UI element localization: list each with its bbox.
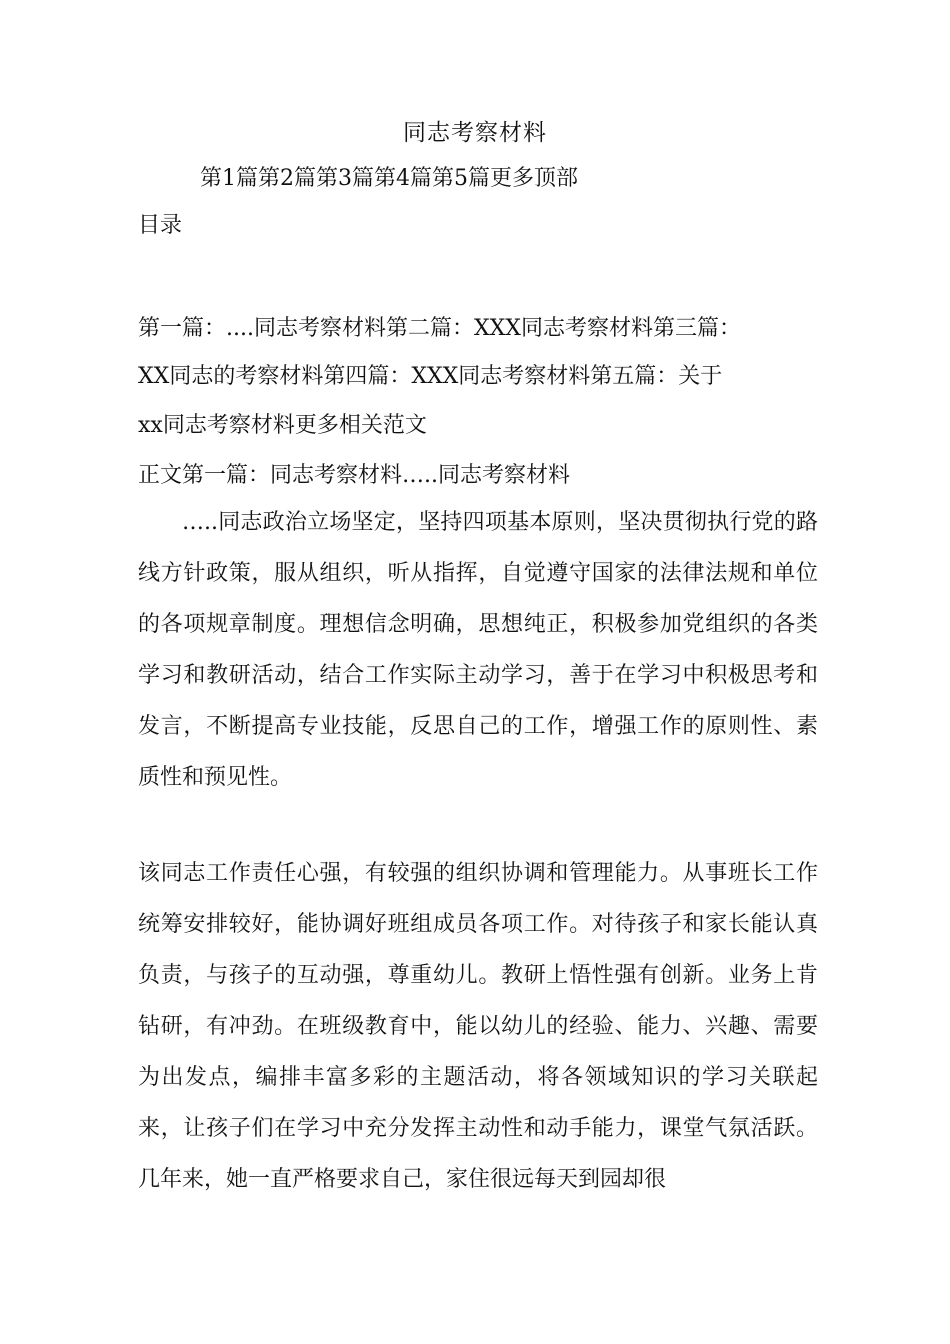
paragraph-1-text: …..同志政治立场坚定，坚持四项基本原则，坚决贯彻执行党的路线方针政策，服从组织，听从指挥，自觉遵守国家的法律法规和单位的各项规章制度。理想信念明确，思想纯正，积极参加党组织的各类学习和教研活动，结合工作实际主动学习，善于在学习中积极思考和发言，不断提高专业技能，反思自己的工作，增强工作的原则性、素质性和预见性。 [138, 510, 818, 790]
toc-line-2[interactable]: XX同志的考察材料第四篇：XXX同志考察材料第五篇：关于 [138, 364, 723, 389]
paragraph-1 [138, 497, 818, 803]
nav-link-chapter-3[interactable]: 第3篇 [316, 166, 374, 191]
nav-link-chapter-2[interactable]: 第2篇 [258, 166, 316, 191]
nav-link-more[interactable]: 更多 [490, 166, 535, 191]
nav-link-top[interactable]: 顶部 [534, 166, 579, 191]
nav-link-chapter-4[interactable]: 第4篇 [374, 166, 432, 191]
nav-link-chapter-5[interactable]: 第5篇 [432, 166, 490, 191]
paragraph-2: 该同志工作责任心强，有较强的组织协调和管理能力。从事班长工作统筹安排较好，能协调好班组成员各项工作。对待孩子和家长能认真负责，与孩子的互动强，尊重幼儿。教研上悟性强有创新。业务上肯钻研，有冲劲。在班级教育中，能以幼儿的经验、能力、兴趣、需要为出发点，编排丰富多彩的主题活动，将各领域知识的学习关联起来，让孩子们在学习中充分发挥主动性和动手能力，课堂气氛活跃。几年来，她一直严格要求自己，家住很远每天到园却很 [138, 861, 818, 1192]
toc-label: 目录 [138, 213, 183, 238]
nav-link-chapter-1[interactable]: 第1篇 [200, 166, 258, 191]
toc-line-3[interactable]: xx同志考察材料更多相关范文 [138, 413, 427, 438]
body-heading: 正文第一篇：同志考察材料…..同志考察材料 [138, 463, 570, 488]
document-title: 同志考察材料 [403, 120, 547, 146]
chapter-nav [200, 163, 578, 195]
toc-line-1[interactable]: 第一篇：....同志考察材料第二篇：XXX同志考察材料第三篇： [138, 316, 741, 341]
